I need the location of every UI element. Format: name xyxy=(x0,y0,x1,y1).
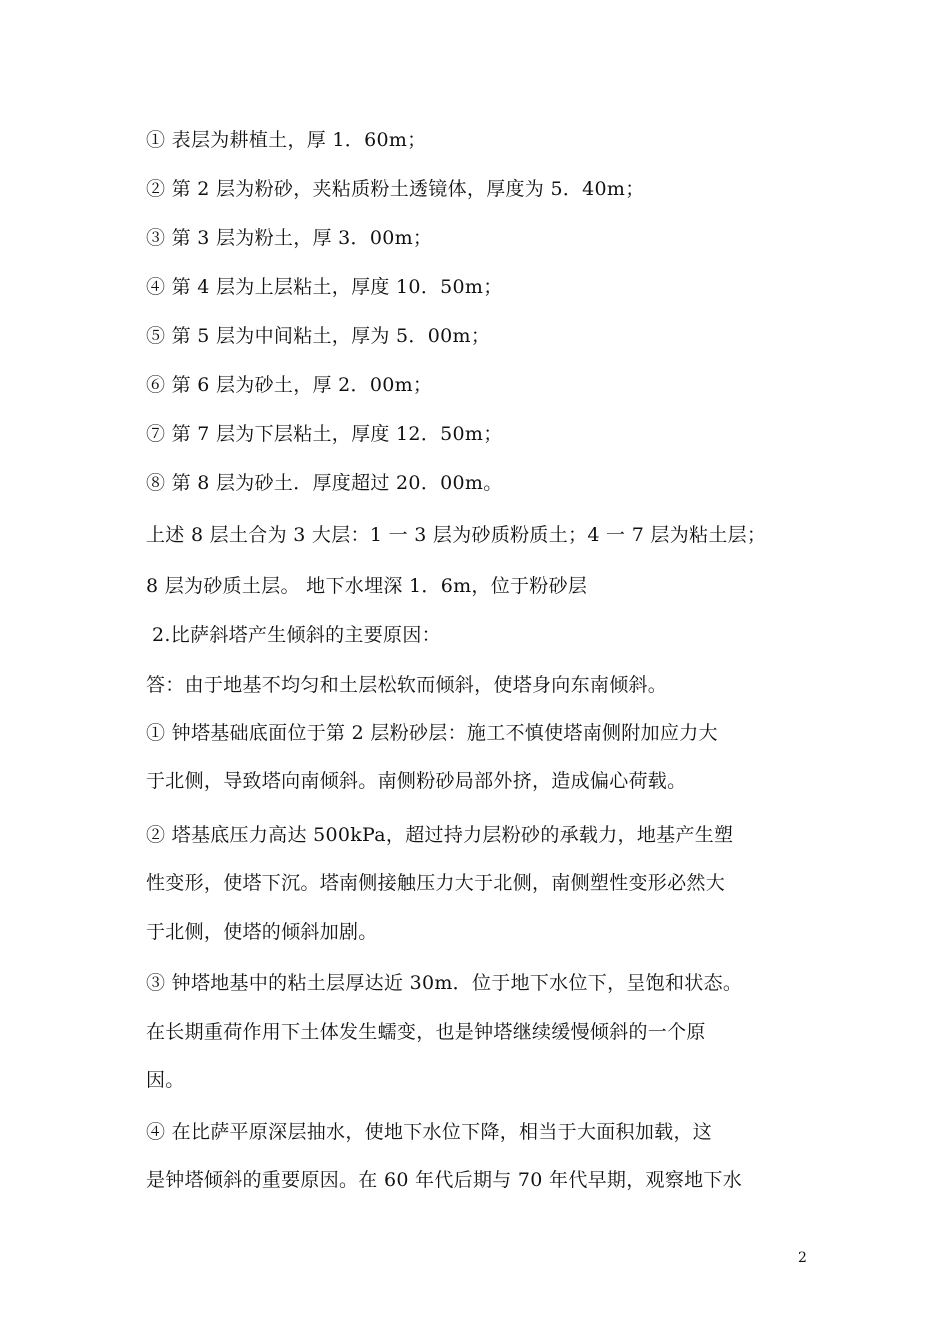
answer-line-10: ④ 在比萨平原深层抽水，使地下水位下降，相当于大面积加载，这 xyxy=(146,1121,713,1143)
layer-line-2: ② 第 2 层为粉砂，夹粘质粉土透镜体，厚度为 5．40m； xyxy=(146,178,645,200)
answer-line-2: ① 钟塔基础底面位于第 2 层粉砂层：施工不慎使塔南侧附加应力大 xyxy=(146,722,718,744)
answer-line-11: 是钟塔倾斜的重要原因。在 60 年代后期与 70 年代早期，观察地下水 xyxy=(146,1169,743,1191)
answer-line-5: 性变形，使塔下沉。塔南侧接触压力大于北侧，南侧塑性变形必然大 xyxy=(146,872,726,894)
answer-line-1: 答：由于地基不均匀和土层松软而倾斜，使塔身向东南倾斜。 xyxy=(146,674,668,696)
layer-line-6: ⑥ 第 6 层为砂土，厚 2．00m； xyxy=(146,374,433,396)
layer-line-4: ④ 第 4 层为上层粘土，厚度 10．50m； xyxy=(146,276,503,298)
answer-line-4: ② 塔基底压力高达 500kPa，超过持力层粉砂的承载力，地基产生塑 xyxy=(146,824,734,846)
layer-line-7: ⑦ 第 7 层为下层粘土，厚度 12．50m； xyxy=(146,423,503,445)
layer-line-5: ⑤ 第 5 层为中间粘土，厚为 5．00m； xyxy=(146,325,491,347)
layer-line-1: ① 表层为耕植土，厚 1．60m； xyxy=(146,129,427,151)
answer-line-3: 于北侧，导致塔向南倾斜。南侧粉砂局部外挤，造成偏心荷载。 xyxy=(146,770,687,792)
question-heading: 2.比萨斜塔产生倾斜的主要原因： xyxy=(152,624,441,646)
answer-line-9: 因。 xyxy=(146,1069,185,1091)
layer-line-8: ⑧ 第 8 层为砂土．厚度超过 20．00m。 xyxy=(146,472,503,494)
layer-line-3: ③ 第 3 层为粉土，厚 3．00m； xyxy=(146,227,433,249)
answer-line-7: ③ 钟塔地基中的粘土层厚达近 30m．位于地下水位下，呈饱和状态。 xyxy=(146,972,743,994)
page-number: 2 xyxy=(798,1250,807,1266)
answer-line-8: 在长期重荷作用下土体发生蠕变，也是钟塔继续缓慢倾斜的一个原 xyxy=(146,1021,706,1043)
summary-line-1: 上述 8 层土合为 3 大层：1 一 3 层为砂质粉质土；4 一 7 层为粘土层； xyxy=(146,524,767,546)
answer-line-6: 于北侧，使塔的倾斜加剧。 xyxy=(146,921,378,943)
summary-line-2: 8 层为砂质土层。 地下水埋深 1．6m，位于粉砂层 xyxy=(146,575,588,597)
